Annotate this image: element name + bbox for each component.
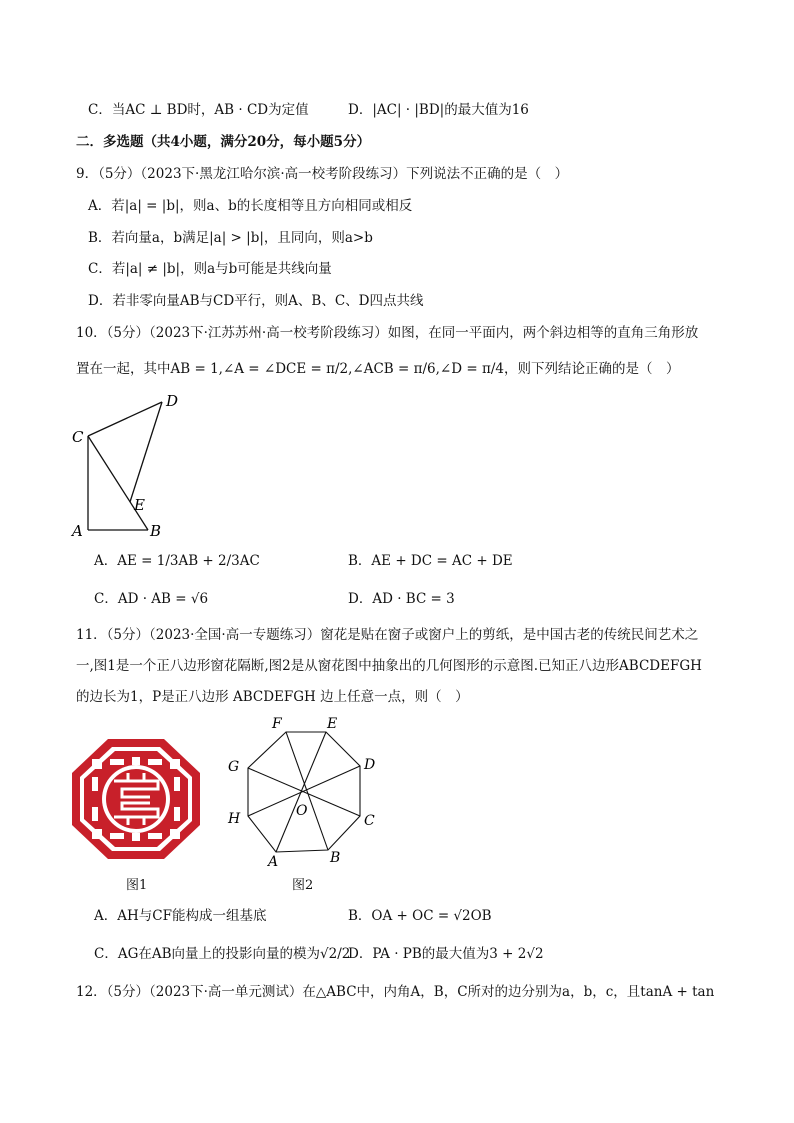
q10-label-d: D [166, 392, 179, 410]
q9-stem: 9．（5分）（2023下·黑龙江哈尔滨·高一校考阶段练习）下列说法不正确的是（ ） [76, 166, 569, 182]
q10-label-a: A [72, 522, 83, 540]
section-heading: 二．多选题（共4小题，满分20分，每小题5分） [76, 134, 371, 150]
fig2-caption: 图2 [292, 878, 314, 893]
window-flower-image [70, 737, 202, 861]
q9-option-b: B．若向量a，b满足|a| > |b|，且同向，则a>b [88, 230, 373, 246]
q10-stem-line2: 置在一起，其中AB = 1,∠A = ∠DCE = π/2,∠ACB = π/6,∠D = π/4，则下列结论正确的是（ ） [76, 361, 680, 377]
q9-option-d: D．若非零向量AB与CD平行，则A、B、C、D四点共线 [88, 293, 424, 309]
q11-stem-line1: 11．（5分）（2023·全国·高一专题练习）窗花是贴在窗子或窗户上的剪纸，是中国古老的传统民间艺术之 [76, 627, 699, 643]
q10-option-b: B．AE + DC = AC + DE [348, 553, 513, 569]
oct-label-f: F [272, 716, 282, 732]
q10-option-d: D．AD · BC = 3 [348, 591, 455, 607]
q10-triangle-figure [66, 388, 196, 548]
oct-label-a: A [268, 854, 279, 870]
q10-option-c: C．AD · AB = √6 [94, 591, 209, 607]
oct-label-b: B [330, 850, 341, 866]
q11-option-c: C．AG在AB向量上的投影向量的模为√2/2 [94, 946, 351, 962]
q8-option-c: C．当AC ⊥ BD时，AB · CD为定值 [88, 102, 309, 118]
q12-stem: 12．（5分）（2023下·高一单元测试）在△ABC中，内角A，B，C所对的边分别为a，b，c，且tanA + tan [76, 984, 715, 1000]
oct-label-g: G [228, 759, 240, 775]
octagon-figure [220, 712, 390, 872]
q8-option-d: D．|AC| · |BD|的最大值为16 [348, 102, 529, 118]
q11-stem-line3: 的边长为1，P是正八边形 ABCDEFGH 边上任意一点，则（ ） [76, 689, 469, 705]
oct-label-e: E [327, 716, 338, 732]
q9-option-c: C．若|a| ≠ |b|，则a与b可能是共线向量 [88, 261, 332, 277]
q11-option-a: A．AH与CF能构成一组基底 [94, 908, 267, 924]
oct-label-o: O [296, 803, 308, 819]
oct-label-d: D [364, 757, 376, 773]
fig1-caption: 图1 [126, 878, 148, 893]
q10-label-c: C [72, 428, 84, 446]
q9-option-a: A．若|a| = |b|，则a、b的长度相等且方向相同或相反 [88, 198, 413, 214]
q10-option-a: A．AE = 1/3AB + 2/3AC [94, 553, 260, 569]
q10-stem-line1: 10．（5分）（2023下·江苏苏州·高一校考阶段练习）如图，在同一平面内，两个斜边相等的直角三角形放 [76, 325, 699, 341]
q11-option-d: D．PA · PB的最大值为3 + 2√2 [348, 946, 544, 962]
q11-option-b: B．OA + OC = √2OB [348, 908, 492, 924]
q11-stem-line2: 一,图1是一个正八边形窗花隔断,图2是从窗花图中抽象出的几何图形的示意图.已知正八边形ABCDEFGH [76, 658, 702, 674]
oct-label-h: H [228, 811, 241, 827]
oct-label-c: C [364, 813, 375, 829]
q10-label-b: B [150, 522, 162, 540]
q10-label-e: E [134, 496, 145, 514]
